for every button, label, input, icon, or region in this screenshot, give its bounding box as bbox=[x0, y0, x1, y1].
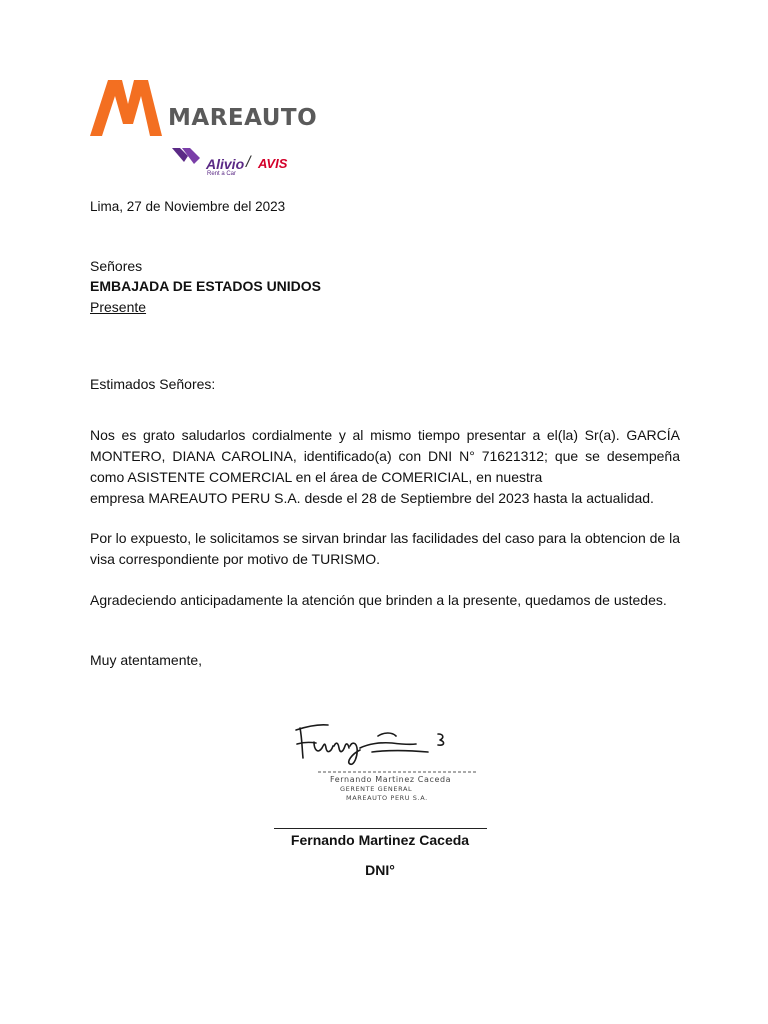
partner-alivio: Alivio bbox=[206, 156, 245, 172]
brand-name: MAREAUTO bbox=[168, 105, 318, 131]
paragraph-thanks: Agradeciendo anticipadamente la atención que brinden a la presente, quedamos de ustedes. bbox=[90, 592, 667, 608]
signature-stamp bbox=[288, 712, 483, 818]
stamp-name: Fernando Martinez Caceda bbox=[330, 775, 452, 784]
company-logo bbox=[88, 76, 318, 186]
closing: Muy atentamente, bbox=[90, 652, 203, 668]
letter-date: Lima, 27 de Noviembre del 2023 bbox=[90, 199, 286, 214]
stamp-title: GERENTE GENERAL bbox=[340, 785, 413, 793]
paragraph-introduction-last-line: empresa MAREAUTO PERU S.A. desde el 28 de Septiembre del 2023 hasta la actualidad. bbox=[90, 490, 654, 506]
partner-alivio-subtitle: Rent a Car bbox=[207, 171, 237, 177]
recipient-name: EMBAJADA DE ESTADOS UNIDOS bbox=[90, 278, 322, 294]
handwritten-signature-icon bbox=[288, 712, 483, 818]
alivio-logo-icon bbox=[172, 144, 206, 166]
signatory-dni: DNI° bbox=[365, 862, 395, 878]
partner-avis: AVIS bbox=[258, 156, 288, 171]
partner-separator: / bbox=[246, 154, 251, 171]
stamp-company: MAREAUTO PERU S.A. bbox=[346, 794, 428, 802]
mareauto-logo-icon bbox=[88, 76, 164, 138]
paragraph-introduction-main: Nos es grato saludarlos cordialmente y al mismo tiempo presentar a el(la) Sr(a). GARCÍA MONTERO, DIANA CAROLINA, identificado(a) con DNI N° 71621312; que se desempeña como ASISTENTE COMERCIAL en el área de COMERICIAL, en nuestra bbox=[90, 427, 680, 485]
salutation: Estimados Señores: bbox=[90, 376, 216, 392]
signature-line bbox=[274, 828, 487, 829]
paragraph-request: Por lo expuesto, le solicitamos se sirvan brindar las facilidades del caso para la obtencion de la visa correspondiente por motivo de TURISMO. bbox=[90, 530, 680, 567]
recipient-presente: Presente bbox=[90, 299, 147, 315]
recipient-greeting: Señores bbox=[90, 258, 143, 274]
signatory-name: Fernando Martinez Caceda bbox=[290, 832, 470, 848]
paragraph-introduction bbox=[90, 425, 680, 509]
